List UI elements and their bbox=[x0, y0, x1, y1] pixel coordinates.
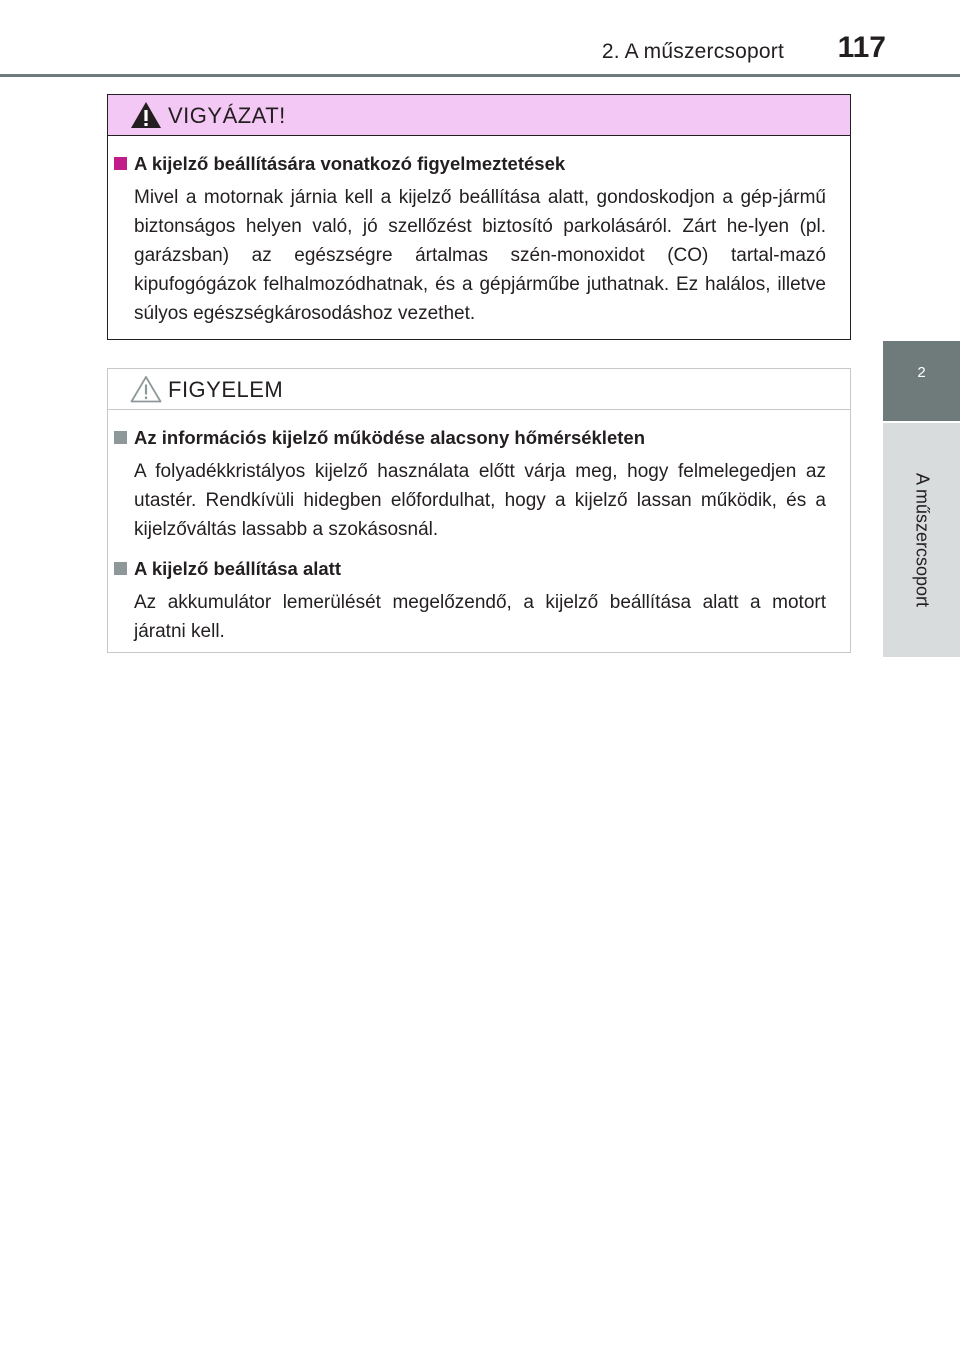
warning-item bbox=[114, 151, 826, 328]
notice-item-text: Az akkumulátor lemerülését megelőzendő, a kijelző beállítása alatt a motort járatni kell. bbox=[134, 592, 826, 642]
notice-item-heading-text: Az információs kijelző működése alacsony hőmérsékleten bbox=[134, 427, 645, 448]
notice-box bbox=[107, 368, 851, 653]
side-tab-chapter-text: A műszercsoport bbox=[912, 472, 932, 608]
notice-box-title: FIGYELEM bbox=[168, 377, 284, 402]
square-bullet-icon bbox=[114, 562, 127, 575]
notice-item bbox=[114, 425, 826, 544]
warning-item-heading bbox=[114, 151, 826, 177]
warning-item-text: Mivel a motornak járnia kell a kijelző beállítása alatt, gondoskodjon a gép-jármű biztonságos helyen való, jó szellőzést biztosító parkolásáról. Zárt he-lyen (pl. garázsban) az egészségre ártalmas szén-monoxidot (CO) tartal-mazó kipufogógázok felhalmozódhatnak, és a gépjárműbe juthatnak. Ez halálos, illetve súlyos egészségkárosodáshoz vezethet. bbox=[134, 187, 826, 324]
side-tab-chapter-label bbox=[883, 423, 960, 657]
notice-item bbox=[114, 556, 826, 646]
page-number: 117 bbox=[837, 31, 886, 64]
warning-box-header bbox=[108, 95, 850, 136]
notice-box-body bbox=[108, 410, 850, 646]
square-bullet-icon bbox=[114, 157, 127, 170]
notice-item-text: A folyadékkristályos kijelző használata előtt várja meg, hogy felmelegedjen az utastér. Rendkívüli hidegben előfordulhat, hogy a kijelző lassan működik, és a kijelzőváltás lassabb a szokásosnál. bbox=[134, 461, 826, 540]
side-tab-chapter-number: 2 bbox=[883, 341, 960, 421]
header-divider bbox=[0, 74, 960, 77]
square-bullet-icon bbox=[114, 431, 127, 444]
notice-item-heading bbox=[114, 425, 826, 451]
header-section-title: 2. A műszercsoport bbox=[601, 40, 784, 63]
notice-item-heading-text: A kijelző beállítása alatt bbox=[134, 558, 342, 579]
warning-triangle-filled-icon bbox=[130, 101, 162, 129]
warning-box-title: VIGYÁZAT! bbox=[168, 103, 286, 128]
notice-box-header bbox=[108, 369, 850, 410]
warning-triangle-outline-icon bbox=[130, 375, 162, 403]
notice-item-heading bbox=[114, 556, 826, 582]
warning-box-body bbox=[108, 136, 850, 328]
warning-box bbox=[107, 94, 851, 340]
warning-item-heading-text: A kijelző beállítására vonatkozó figyelmeztetések bbox=[134, 153, 566, 174]
